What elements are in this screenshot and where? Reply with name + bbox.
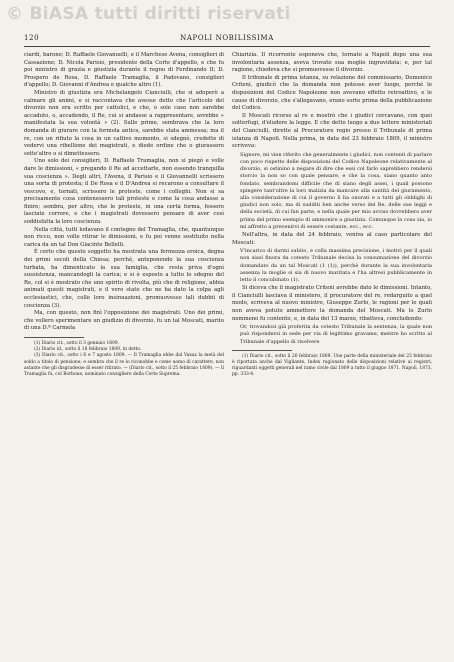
paragraph: Chiarizia. Il ricorrente esponeva che, tornato a Napoli dopo una sua involontaria assenza, aveva trovato sua moglie ingravidata; e, per tal ragione, chiedeva che si promuovesse il divorzio. [232,52,432,74]
paragraph: Il tribunale di prima istanza, su relazione del commissario, Domenico Criteni, giudicò che la domanda non potesse aver luogo, perchè le disposizioni del Codice Napoleone non avevano effetto retroattivo, e le cause di divorzio, che s'allegavano, erano sorte prima della pubblicazione del Codice. [232,74,432,112]
page-number: 120 [24,34,40,42]
footnote: (2) Diario id., sotto il 16 febbraio 1809, in detto. [34,347,142,353]
left-column [24,52,224,378]
block-quote: Or, trovandosi già proferita da cotesto Tribunale la sentenza, la quale non può rispondersi in sede per via di legittimo gravame, mentre ho scritto al Tribunale d'appello di risolvere [240,324,432,345]
running-title: NAPOLI NOBILISSIMA [180,34,274,42]
footnote-rule [232,350,292,351]
paragraph: Ma, con questo, non finì l'opposizione dei magistrati. Uno dei primi, che vollero sperimentare un giudizio di divorzio, fu un tal Moscati, marito di una D.ª Carmela [24,310,224,332]
footnote: (1) Diario cit., sotto il 3 gennaio 1809. [34,340,120,346]
footnote-rule [24,337,84,338]
paragraph: Nell'altra, in data del 24 febbraio, veniva al caso particolare del Moscati: [232,231,432,246]
paragraph: Ministro di giustizia era Michelangelo Cianciulli, che si adoperò a calmare gli animi, e si raccontava che avesse detto che l'articolo del divorzio non era scritto per cattolici, e che, o sole caso non sarebbe accaduto, o, accadendo, il Re, cui si andasse a rappresentare, avrebbe « manifestata la sua volontà » (2). Sulle prime, sembrava che la loro domanda di giurare con la formola antica, sarebbe stata ammessa; ma il re, con un rifiuto la cosa in un cattivo momento, si sdegnò, credette di vedervi una ribellione dei magistrati, e diede ordine che o giurassero sette'altro o si dimettessero. [24,89,224,157]
header-rule [24,46,430,47]
footnote: (1) Diario cit., sotto il 26 febbraio 1809. Une parte della ministeriale del 23 febbraio è riportata anche dal Vigliante, Index ragionato delle disposizioni relative ai registri, riguardanti oggetti generali nel ramo civile dal 1809 a tutto il giugno 1871. Napoli, 1873, pp. 333-4. [232,353,432,378]
paragraph: ciardi, barone; D. Raffaele Giovanuelli, e il Marchese Avena, consiglieri di Cassazione; D. Nicola Parisio, presidente della Corte d'appello, e che fu poi ministro di grazia e giustizia durante il regno di Ferdinando II; D. Prospero de Rosa, D. Raffaele Tramaglia, il Padovano, consiglieri d'appello; D. Giovanni d'Andrea e qualche altro (1). [24,52,224,89]
footnote: (3) Diario cit., sotto i 6 e 7 agosto 1809. — Il Tramaglia ebbe dal Vaxaz la metà del soldo a titolo di pensione; e sembra che il re lo riconobbe e come uomo di carattere, non astante che gli disgradesse di esser ritirato. — (Diario cit., sotto il 25 febbraio 1809). — Il Tramaglia fu, col Borbone, nominato consigliere della Corte Suprema. [24,353,225,377]
running-header [24,34,430,46]
paragraph: Il Moscati ricorse al re e mostrò che i giudici cercavano, con quei sotterfugi, d'eludere la legge. E che detto luogo a due lettere ministeriali del Cianciulli, dirette al Procuratore regio presso il Tribunale di prima istanza di Napoli. Nella prima, in data del 23 febbraio 1809, il ministro scriveva: [232,112,432,150]
block-quote: V'incarico di darmi subito, e colla massima precisione, i motivi per il quali non siasi finora da cotesto Tribunale decisa la consumazione del divorzio domandato da un tal Moscati (1 (1)), perchè durante la sua involontaria assenza la moglie si sia di nuovo maritata e l'ha altresì pubblicamente in letto il concubinato (1). [240,248,432,283]
paragraph: Nella città, tutti lodavano il contegno del Tramaglia, che, quantunque non ricco, non volle ritirar le dimissioni, e fu poi venne sostituito nella carica da un tal Don Giacinto Bellelli. [24,226,224,248]
block-quote: Signore, mi vien riferito che generalmente i giudici, non contenti di parlare con poco rispetto delle disposizioni del Codice Napoleone relativamente al divorzio, si ostinino a negare di dire che essi col farlo saprebbero rendersi storcio la non so con quale pensare, e che la cosa, siano quanto anto fondato, sembrandomi difficile che di siano degli assei, i quali possono spingere tant'oltre la loro malizia da mancare alla santità del giuramento, alla considerazione di cui il governo li ha onorati e a tutti gli obblighi di giudici non solo, ma di sudditi ben anche verso del Re, delle sue leggi e della società, di cui fan parte, e nella quale per mio avviso dovrebbero aver prima del primo esempio di ammonire a giustizia. Comunque la cosa sia, io mi affretto a prevenirvi di essere costante, ecc., ecc. [240,151,432,230]
paragraph: È certo che questo soggetto ha mostrata una fermezza eroica, degna dei primi secoli della Chiesa; perchè, anteponendo la sua coscienza turbata, ha dimenticato la sua famiglia, che resta priva d'ogni sussistenza, mancandogli la carica; e si è esposto a tutto lo sdegno del Re, col si è mostrato che uno spirito di rivolta, più che di religione, abbia animati questi magistrati, e il vero stato che ne ha dato la colpa agli ecclesiastici, che, colle loro insinuazioni, promuovesso tali dubbii di coscienza (3). [24,249,224,309]
copyright-watermark: © BiASA tutti diritti riservati [6,4,291,24]
paragraph: Si diceva che il magistrato Criteni avrebbe dato le dimissioni. Intanto, il Cianciulli lasciava il ministero, il procuratore del re, redarguito a quel modo, scriveva al nuovo ministro, Giuseppe Zurlo, le ragioni per le quali non aveva potuto ammettere la domanda del Moscati. Ma lo Zurlo nemmeno fu contento, e, in data del 13 marzo, ribatteva, concludendo: [232,285,432,322]
paragraph: Uno solo dei consiglieri, D. Raffaele Tramaglia, non si piegò e volle dare le dimissioni, « pregando il Re ad accettarle, non essendo tranquilla sua coscienza ». Degli altri, l'Avena, il Parisio e il Giovannelli scrissero una sorta di protesta; il De Rosa e il D'Andrea si recarono a consultare il vescovo, e, tornati, scrissero le proteste, come i colleghi. Non si sa precisamente cosa contenessero tali proteste e come la cosa andasse a finire; sembra, per altro, che le proteste, in una certa forma, fossero lasciate correre, e che i magistrati dovessero pensare di aver così soddisfatta la loro coscienza. [24,158,224,226]
right-column [232,52,432,379]
